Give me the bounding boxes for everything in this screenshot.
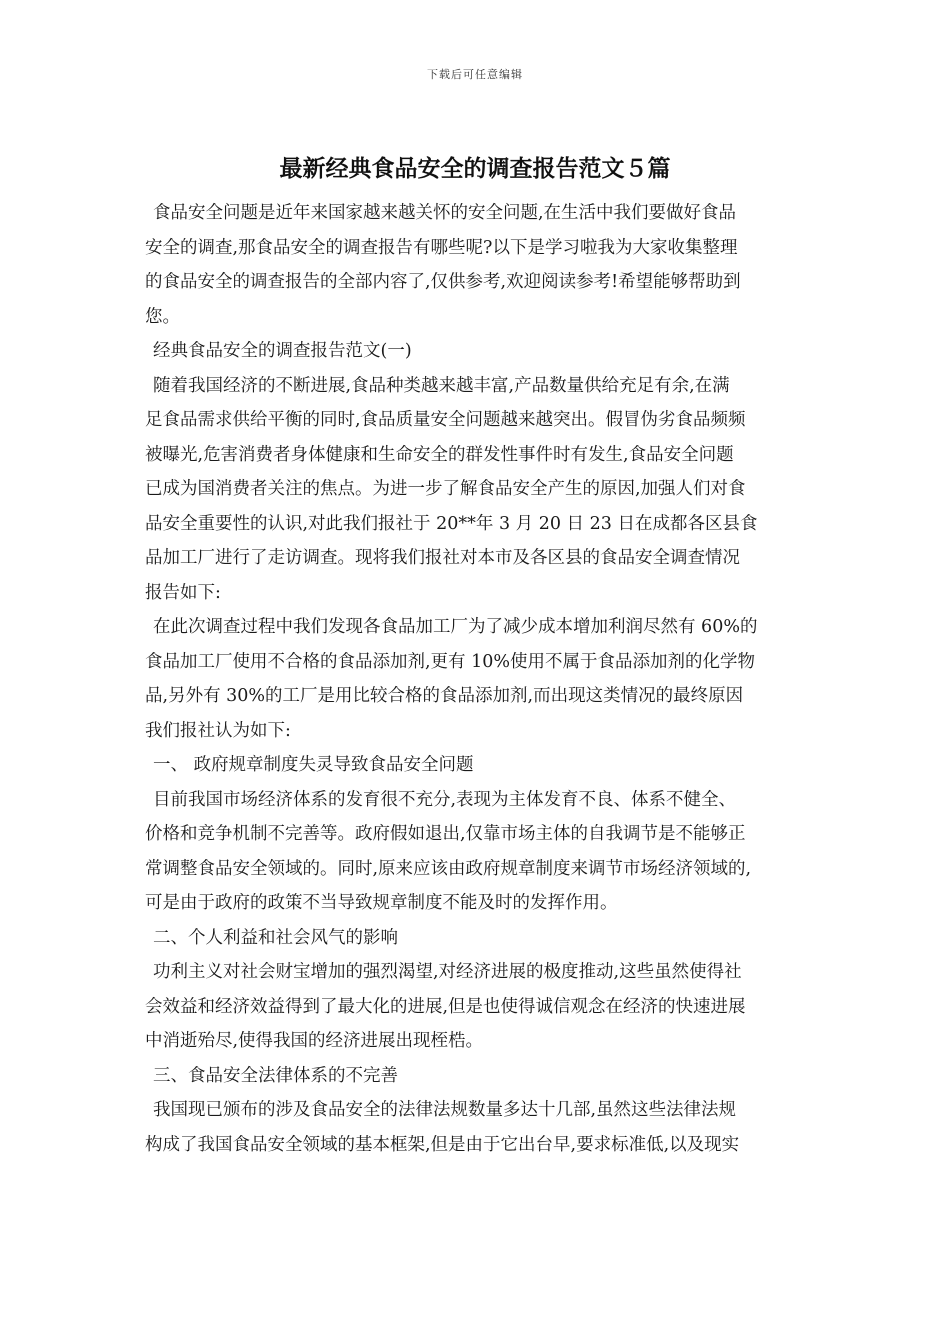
- text-line: 品安全重要性的认识,对此我们报社于 20**年 3 月 20 日 23 日在成都各区县食: [145, 513, 758, 534]
- text-line: 会效益和经济效益得到了最大化的进展,但是也使得诚信观念在经济的快速进展: [145, 996, 746, 1017]
- text-line: 报告如下:: [145, 582, 221, 603]
- text-line: 经典食品安全的调查报告范文(一): [153, 341, 412, 361]
- text-line: 已成为国消费者关注的焦点。为进一步了解食品安全产生的原因,加强人们对食: [145, 479, 746, 499]
- text-line: 价格和竞争机制不完善等。政府假如退出,仅靠市场主体的自我调节是不能够正: [145, 824, 746, 844]
- text-line: 可是由于政府的政策不当导致规章制度不能及时的发挥作用。: [145, 893, 618, 913]
- document-title: 最新经典食品安全的调查报告范文５篇: [279, 156, 671, 182]
- text-line: 功利主义对社会财宝增加的强烈渴望,对经济进展的极度推动,这些虽然使得社: [153, 962, 742, 982]
- text-line: 我们报社认为如下:: [145, 720, 291, 741]
- text-line: 食品加工厂使用不合格的食品添加剂,更有 10%使用不属于食品添加剂的化学物: [145, 651, 756, 672]
- text-line: 一、 政府规章制度失灵导致食品安全问题: [153, 755, 474, 775]
- text-line: 目前我国市场经济体系的发育很不充分,表现为主体发育不良、体系不健全、: [153, 789, 737, 810]
- text-line: 食品安全问题是近年来国家越来越关怀的安全问题,在生活中我们要做好食品: [153, 203, 737, 223]
- text-line: 常调整食品安全领域的。同时,原来应该由政府规章制度来调节市场经济领域的,: [145, 858, 752, 879]
- text-line: 中消逝殆尽,使得我国的经济进展出现桎梏。: [145, 1031, 484, 1051]
- text-line: 品加工厂进行了走访调查。现将我们报社对本市及各区县的食品安全调查情况: [145, 548, 740, 568]
- text-line: 三、食品安全法律体系的不完善: [153, 1065, 398, 1086]
- text-line: 安全的调查,那食品安全的调查报告有哪些呢?以下是学习啦我为大家收集整理: [145, 237, 738, 258]
- header-note: 下载后可任意编辑: [427, 68, 523, 81]
- text-line: 品,另外有 30%的工厂是用比较合格的食品添加剂,而出现这类情况的最终原因: [145, 686, 744, 706]
- text-line: 在此次调查过程中我们发现各食品加工厂为了减少成本增加利润尽然有 60%的: [153, 617, 758, 637]
- text-line: 被曝光,危害消费者身体健康和生命安全的群发性事件时有发生,食品安全问题: [145, 444, 734, 465]
- text-line: 的食品安全的调查报告的全部内容了,仅供参考,欢迎阅读参考!希望能够帮助到: [145, 272, 741, 292]
- text-line: 随着我国经济的不断进展,食品种类越来越丰富,产品数量供给充足有余,在满: [153, 375, 730, 396]
- text-line: 您。: [145, 306, 180, 327]
- text-line: 足食品需求供给平衡的同时,食品质量安全问题越来越突出。假冒伪劣食品频频: [145, 410, 746, 430]
- document-body: [145, 196, 815, 1162]
- text-line: 我国现已颁布的涉及食品安全的法律法规数量多达十几部,虽然这些法律法规: [153, 1100, 737, 1120]
- text-line: 构成了我国食品安全领域的基本框架,但是由于它出台早,要求标准低,以及现实: [145, 1134, 740, 1155]
- text-line: 二、个人利益和社会风气的影响: [153, 927, 398, 948]
